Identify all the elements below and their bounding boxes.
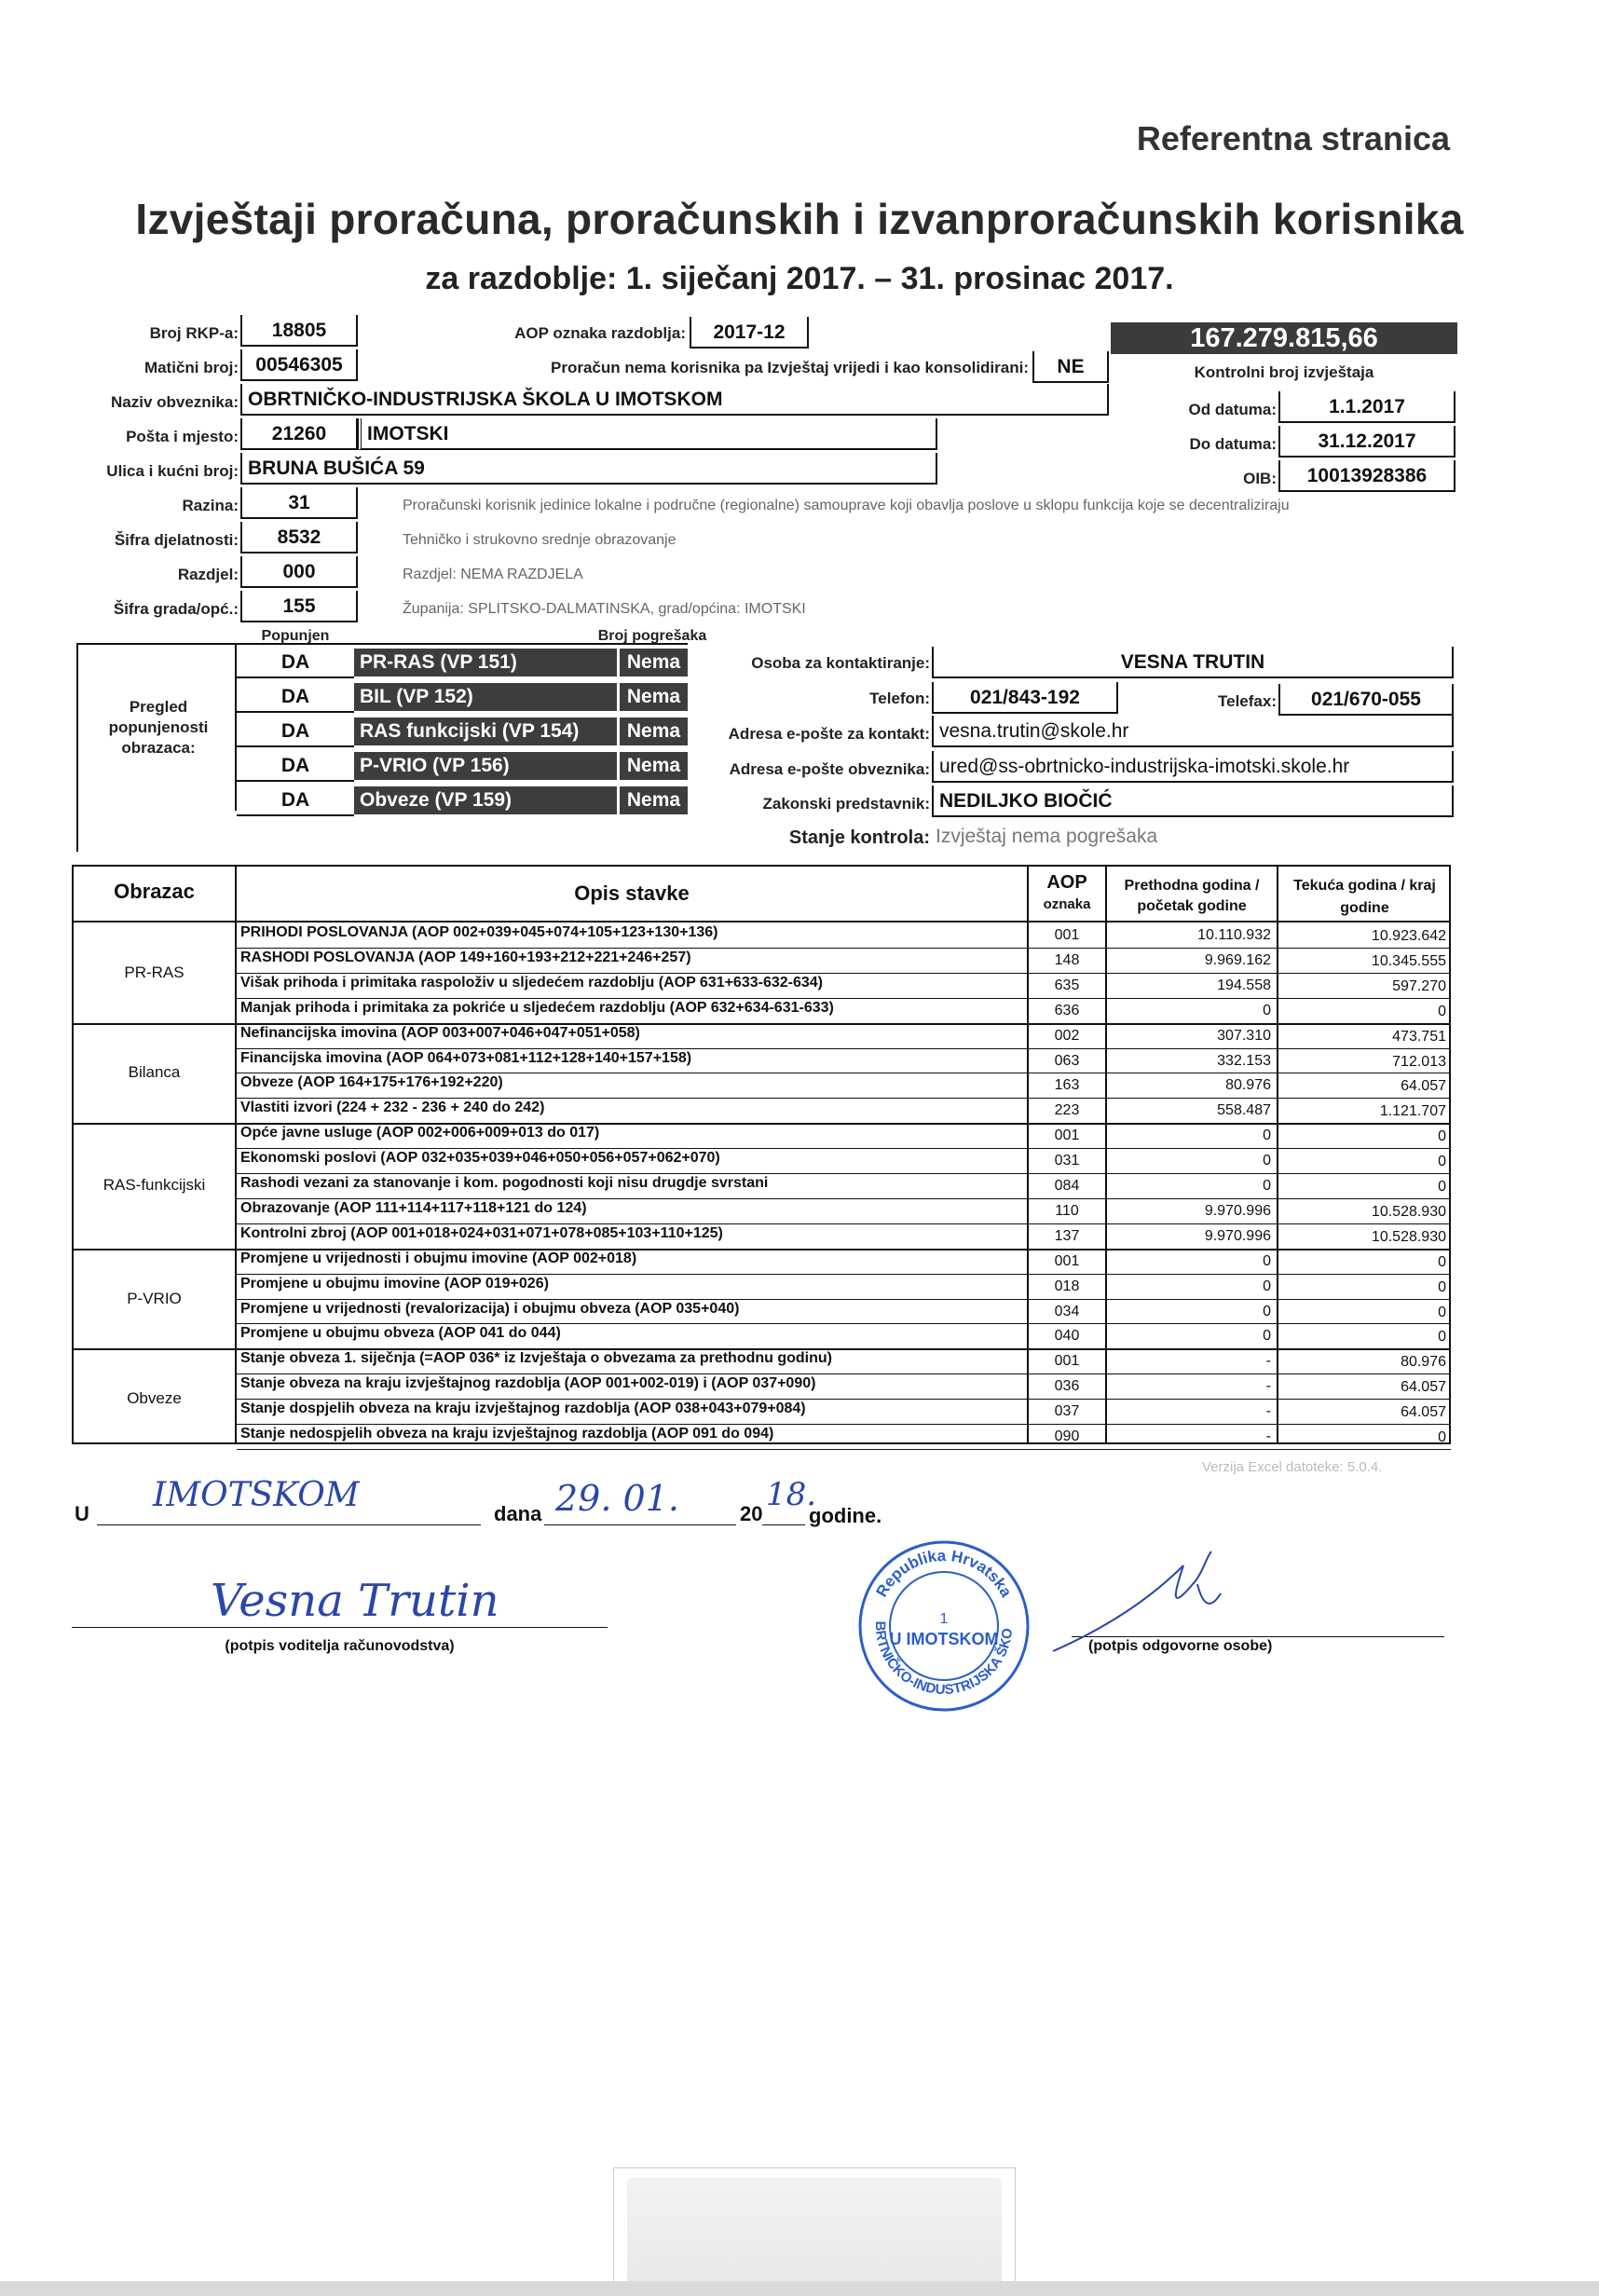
row-prethodna: -	[1265, 1428, 1271, 1444]
row-tekuca: 1.121.707	[1379, 1103, 1446, 1120]
row-opis: Stanje dospjelih obveza na kraju izvještajnog razdoblja (AOP 038+043+079+084)	[240, 1401, 806, 1417]
header-prethodna: Prethodna godina /	[1124, 878, 1260, 894]
stamp-number: 1	[939, 1611, 949, 1627]
row-prethodna: 10.110.932	[1197, 927, 1271, 943]
row-tekuca: 0	[1438, 1154, 1446, 1170]
row-aop: 635	[1054, 977, 1080, 993]
header-opis: Opis stavke	[574, 882, 690, 905]
konsolidirani-field: NE	[1032, 351, 1109, 383]
row-tekuca: 80.976	[1401, 1354, 1446, 1371]
maticni-label: Matični broj:	[144, 359, 239, 376]
group-label: PR-RAS	[124, 964, 184, 981]
predstavnik-label: Zakonski predstavnik:	[762, 795, 930, 813]
pregled-obrazac: BIL (VP 152)	[354, 683, 617, 711]
razina-info: Proračunski korisnik jedinice lokalne i područne (regionalne) samouprave koji obavlja poslove u sklopu funkcija koje se decentraliziraju	[403, 498, 1290, 513]
accountant-signature-line	[72, 1627, 608, 1628]
email-kontakt-field: vesna.trutin@skole.hr	[932, 716, 1454, 747]
do-datuma-field: 31.12.2017	[1278, 426, 1456, 458]
posta-label: Pošta i mjesto:	[126, 428, 239, 445]
mjesto-line	[97, 1524, 481, 1525]
row-prethodna: 9.970.996	[1204, 1202, 1271, 1219]
row-tekuca: 473.751	[1392, 1028, 1446, 1045]
row-opis: Opće javne usluge (AOP 002+006+009+013 do 017)	[240, 1125, 600, 1141]
razina-field: 31	[240, 487, 358, 519]
row-tekuca: 0	[1438, 1253, 1446, 1270]
dana-label: dana	[494, 1502, 542, 1525]
sifra-grada-field: 155	[240, 591, 358, 622]
row-tekuca: 0	[1438, 1179, 1446, 1195]
row-aop: 063	[1054, 1052, 1080, 1069]
pregled-greske: Nema	[617, 718, 688, 745]
header-divider	[72, 921, 1451, 922]
godina-handwritten: 18.	[766, 1476, 817, 1513]
row-aop: 163	[1054, 1077, 1080, 1094]
datum-handwritten: 29. 01.	[555, 1478, 679, 1519]
header-tekuca: Tekuća godina / kraj	[1293, 878, 1436, 894]
razdjel-label: Razdjel:	[177, 566, 239, 583]
row-aop: 002	[1054, 1027, 1080, 1044]
row-divider	[237, 1098, 1451, 1099]
pregled-popunjen: DA	[237, 716, 354, 747]
row-aop: 034	[1054, 1303, 1080, 1319]
row-prethodna: 0	[1263, 1252, 1271, 1269]
row-divider	[237, 1323, 1451, 1324]
row-opis: PRIHODI POSLOVANJA (AOP 002+039+045+074+105+123+130+136)	[240, 924, 718, 940]
pregled-obrazac: RAS funkcijski (VP 154)	[354, 718, 617, 745]
row-opis: Stanje obveza 1. siječnja (=AOP 036* iz Izvještaja o obvezama za prethodnu godinu)	[240, 1350, 832, 1367]
row-aop: 636	[1054, 1002, 1080, 1018]
row-tekuca: 0	[1438, 1278, 1446, 1295]
row-aop: 040	[1054, 1328, 1080, 1345]
group-label: Bilanca	[128, 1063, 181, 1081]
header-tekuca-2: godine	[1340, 900, 1389, 916]
row-prethodna: -	[1265, 1378, 1271, 1395]
row-divider	[237, 948, 1451, 949]
djelatnost-label: Šifra djelatnosti:	[114, 531, 239, 549]
row-opis: Višak prihoda i primitaka raspoloživ u sljedećem razdoblju (AOP 631+633-632-634)	[240, 974, 823, 991]
sifra-grada-label: Šifra grada/opć.:	[113, 600, 239, 618]
row-tekuca: 10.528.930	[1371, 1228, 1446, 1245]
header-prethodna-2: početak godine	[1137, 898, 1247, 914]
aop-razdoblje-field: 2017-12	[690, 317, 809, 348]
official-stamp	[855, 1538, 1032, 1715]
pregled-greske: Nema	[617, 786, 688, 814]
pregled-greske: Nema	[617, 649, 688, 676]
naziv-label: Naziv obveznika:	[111, 393, 239, 411]
row-prethodna: 194.558	[1217, 977, 1271, 993]
row-aop: 001	[1054, 1252, 1080, 1269]
row-opis: Stanje obveza na kraju izvještajnog razdoblja (AOP 001+002-019) i (AOP 037+090)	[240, 1375, 816, 1392]
mjesto-handwritten: IMOTSKOM	[153, 1476, 360, 1514]
aop-razdoblje-label: AOP oznaka razdoblja:	[514, 324, 686, 342]
maticni-field: 00546305	[240, 349, 358, 381]
row-tekuca: 0	[1438, 1429, 1446, 1445]
row-aop: 137	[1054, 1227, 1080, 1244]
row-opis: Promjene u obujmu imovine (AOP 019+026)	[240, 1275, 549, 1292]
konsolidirani-label: Proračun nema korisnika pa Izvještaj vrijedi i kao konsolidirani:	[550, 359, 1029, 376]
row-prethodna: 0	[1263, 1303, 1271, 1319]
oib-field: 10013928386	[1278, 460, 1456, 492]
row-prethodna: 80.976	[1225, 1077, 1271, 1094]
datum-line	[544, 1524, 736, 1525]
row-prethodna: 9.970.996	[1204, 1227, 1271, 1244]
do-datuma-label: Do datuma:	[1189, 435, 1277, 453]
row-aop: 036	[1054, 1378, 1080, 1395]
oib-label: OIB:	[1243, 470, 1277, 487]
ulica-label: Ulica i kućni broj:	[106, 462, 239, 480]
row-prethodna: -	[1265, 1353, 1271, 1370]
row-opis: RASHODI POSLOVANJA (AOP 149+160+193+212+221+246+257)	[240, 949, 691, 965]
row-opis: Rashodi vezani za stanovanje i kom. pogodnosti koji nisu drugdje svrstani	[240, 1175, 769, 1191]
row-opis: Stanje nedospjelih obveza na kraju izvještajnog razdoblja (AOP 091 do 094)	[240, 1426, 774, 1442]
header-aop: AOP	[1046, 872, 1087, 893]
row-opis: Promjene u vrijednosti i obujmu imovine (AOP 002+018)	[240, 1250, 637, 1266]
telefon-label: Telefon:	[869, 690, 930, 707]
row-opis: Nefinancijska imovina (AOP 003+007+046+047+051+058)	[240, 1024, 640, 1041]
row-tekuca: 597.270	[1392, 977, 1446, 994]
pregled-popunjen: DA	[237, 785, 354, 816]
row-divider	[237, 1198, 1451, 1199]
row-tekuca: 64.057	[1401, 1404, 1446, 1421]
row-aop: 001	[1054, 927, 1080, 943]
accountant-signature: Vesna Trutin	[211, 1575, 499, 1627]
pregled-popunjen: DA	[237, 681, 354, 713]
stamp-bottom-text: BRTNIČKO-INDUSTRIJSKA ŠKO	[871, 1620, 1017, 1699]
row-prethodna: 0	[1263, 1153, 1271, 1169]
row-aop: 110	[1055, 1202, 1079, 1219]
osoba-field: VESNA TRUTIN	[932, 647, 1454, 678]
row-tekuca: 64.057	[1401, 1379, 1446, 1396]
stamp-middle-text: U IMOTSKOM	[889, 1630, 999, 1648]
row-prethodna: 0	[1263, 1128, 1271, 1144]
zupanija-info: Županija: SPLITSKO-DALMATINSKA, grad/općina: IMOTSKI	[403, 601, 806, 617]
email-obveznika-field: ured@ss-obrtnicko-industrijska-imotski.skole.hr	[932, 751, 1454, 783]
godina-prefix: 20	[740, 1502, 763, 1525]
col-divider-1	[235, 865, 237, 1444]
razdjel-info: Razdjel: NEMA RAZDJELA	[403, 567, 583, 582]
predstavnik-field: NEDILJKO BIOČIĆ	[932, 786, 1454, 817]
row-opis: Promjene u obujmu obveza (AOP 041 do 044)	[240, 1325, 561, 1342]
pregled-label: Pregled popunjenosti obrazaca:	[108, 698, 209, 757]
row-tekuca: 0	[1438, 1128, 1446, 1145]
row-opis: Obveze (AOP 164+175+176+192+220)	[240, 1074, 503, 1091]
row-aop: 018	[1054, 1278, 1080, 1294]
header-obrazac: Obrazac	[114, 880, 195, 903]
row-prethodna: 0	[1263, 1278, 1271, 1294]
accountant-signature-label: (potpis voditelja računovodstva)	[225, 1638, 455, 1654]
row-divider	[237, 1173, 1451, 1174]
row-opis: Ekonomski poslovi (AOP 032+035+039+046+050+056+057+062+070)	[240, 1150, 720, 1167]
razdjel-field: 000	[240, 556, 358, 588]
email-obveznika-label: Adresa e-pošte obveznika:	[729, 760, 930, 778]
naziv-field: OBRTNIČKO-INDUSTRIJSKA ŠKOLA U IMOTSKOM	[240, 384, 1109, 416]
period-subtitle: za razdoblje: 1. siječanj 2017. – 31. prosinac 2017.	[425, 261, 1174, 296]
pregled-obrazac: P-VRIO (VP 156)	[354, 752, 617, 780]
control-number-label: Kontrolni broj izvještaja	[1194, 363, 1374, 381]
pregled-greske: Nema	[617, 752, 688, 780]
row-tekuca: 0	[1438, 1003, 1446, 1019]
row-divider	[237, 1148, 1451, 1149]
row-tekuca: 0	[1438, 1329, 1446, 1346]
row-opis: Promjene u vrijednosti (revalorizacija) i obujmu obveza (AOP 035+040)	[240, 1300, 740, 1317]
godina-line	[762, 1524, 805, 1525]
pregled-popunjen: DA	[237, 647, 354, 678]
group-label: P-VRIO	[127, 1290, 182, 1307]
stamp-seal-icon	[855, 1538, 1032, 1715]
popunjen-header: Popunjen	[261, 628, 330, 644]
od-datuma-field: 1.1.2017	[1278, 391, 1456, 423]
row-tekuca: 10.345.555	[1371, 952, 1446, 969]
djelatnost-field: 8532	[240, 522, 358, 554]
reference-page-label: Referentna stranica	[1136, 119, 1450, 157]
row-aop: 031	[1054, 1153, 1080, 1169]
row-opis: Vlastiti izvori (224 + 232 - 236 + 240 do 242)	[240, 1100, 545, 1116]
row-divider	[237, 1449, 1451, 1450]
row-aop: 090	[1054, 1428, 1080, 1444]
row-divider	[237, 1399, 1451, 1400]
responsible-signature	[1044, 1547, 1230, 1659]
pregled-obrazac: PR-RAS (VP 151)	[354, 649, 617, 676]
stamp-top-text: Republika Hrvatska	[872, 1546, 1016, 1601]
stanje-label: Stanje kontrola:	[788, 827, 930, 848]
control-number: 167.279.815,66	[1111, 322, 1457, 354]
godine-label: godine.	[809, 1504, 882, 1527]
row-tekuca: 712.013	[1392, 1053, 1446, 1070]
row-prethodna: 558.487	[1217, 1102, 1271, 1119]
telefax-label: Telefax:	[1218, 692, 1277, 710]
mjesto-field: IMOTSKI	[358, 418, 937, 450]
rkp-field: 18805	[240, 315, 358, 347]
u-label: U	[75, 1502, 89, 1525]
row-opis: Obrazovanje (AOP 111+114+117+118+121 do 124)	[240, 1199, 587, 1216]
row-aop: 037	[1054, 1403, 1080, 1420]
row-tekuca: 64.057	[1401, 1078, 1446, 1095]
svg-text:Republika Hrvatska	[872, 1547, 1015, 1601]
row-aop: 001	[1054, 1128, 1080, 1144]
pregled-obrazac: Obveze (VP 159)	[354, 786, 617, 814]
group-label: Obveze	[127, 1389, 182, 1407]
header-aop-oznaka: oznaka	[1043, 896, 1091, 912]
posta-field: 21260	[240, 418, 358, 450]
stanje-value: Izvještaj nema pogrešaka	[936, 826, 1158, 847]
document-title: Izvještaji proračuna, proračunskih i izvanproračunskih korisnika	[135, 195, 1464, 243]
od-datuma-label: Od datuma:	[1188, 401, 1277, 418]
excel-version: Verzija Excel datoteke: 5.0.4.	[1202, 1459, 1383, 1475]
rkp-label: Broj RKP-a:	[149, 324, 239, 342]
telefon-field: 021/843-192	[932, 682, 1118, 714]
row-prethodna: 307.310	[1217, 1027, 1271, 1044]
scanner-artifact	[613, 2167, 1016, 2296]
row-divider	[237, 1424, 1451, 1425]
responsible-signature-label: (potpis odgovorne osobe)	[1088, 1638, 1273, 1654]
row-aop: 084	[1054, 1178, 1080, 1194]
ulica-field: BRUNA BUŠIĆA 59	[240, 453, 937, 485]
pregled-popunjen: DA	[237, 750, 354, 782]
telefax-field: 021/670-055	[1278, 684, 1454, 716]
row-tekuca: 10.923.642	[1371, 928, 1446, 944]
row-opis: Manjak prihoda i primitaka za pokriće u sljedećem razdoblju (AOP 632+634-631-633)	[240, 999, 834, 1016]
row-aop: 001	[1054, 1353, 1080, 1370]
row-opis: Financijska imovina (AOP 064+073+081+112+128+140+157+158)	[240, 1049, 692, 1066]
row-prethodna: 9.969.162	[1204, 951, 1271, 968]
group-label: RAS-funkcijski	[102, 1176, 206, 1194]
razina-label: Razina:	[182, 497, 239, 514]
row-opis: Kontrolni zbroj (AOP 001+018+024+031+071+078+085+103+110+125)	[240, 1224, 723, 1241]
scan-edge	[0, 2281, 1599, 2296]
pregled-greske: Nema	[617, 683, 688, 711]
djelatnost-info: Tehničko i strukovno srednje obrazovanje	[403, 532, 676, 548]
row-prethodna: 332.153	[1217, 1052, 1271, 1069]
email-kontakt-label: Adresa e-pošte za kontakt:	[728, 725, 930, 743]
row-tekuca: 0	[1438, 1304, 1446, 1320]
row-prethodna: 0	[1263, 1178, 1271, 1194]
pogreske-header: Broj pogrešaka	[597, 628, 707, 644]
row-prethodna: 0	[1263, 1002, 1271, 1018]
row-aop: 223	[1054, 1102, 1080, 1119]
row-prethodna: -	[1265, 1403, 1271, 1420]
row-prethodna: 0	[1263, 1328, 1271, 1345]
osoba-label: Osoba za kontaktiranje:	[751, 654, 930, 672]
row-aop: 148	[1054, 951, 1080, 968]
row-tekuca: 10.528.930	[1371, 1203, 1446, 1220]
